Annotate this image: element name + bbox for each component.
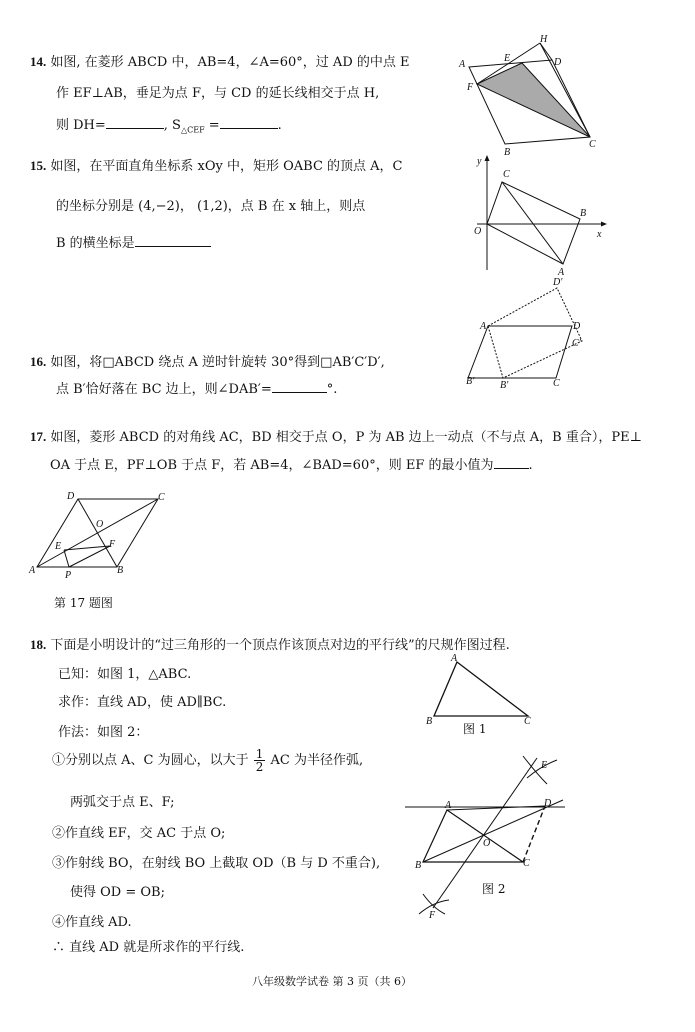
q17-figure	[25, 487, 175, 580]
q18-figure-1	[420, 652, 535, 727]
q17-label-B: B	[117, 565, 124, 576]
q18-known: 已知：如图 1，△ABC.	[58, 667, 192, 682]
q17-label-P: P	[65, 570, 72, 581]
q18-fraction	[254, 748, 266, 773]
q18-seek: 求作：直线 AD，使 AD∥BC.	[58, 695, 227, 710]
q14-label-A: A	[459, 59, 466, 70]
q17-blank[interactable]	[494, 456, 529, 469]
q16-text-1: 如图，将□ABCD 绕点 A 逆时针旋转 30°得到□AB′C′D′,	[50, 355, 385, 370]
q15-number: 15.	[30, 158, 47, 173]
q14-s-sub: △CEF	[180, 125, 205, 135]
q18-step1-c: 两弧交于点 E、F;	[70, 795, 175, 810]
q18-frac-num: 1	[255, 747, 264, 761]
q15-figure	[465, 152, 615, 277]
q17-line2	[50, 454, 533, 473]
q17-text-2: OA 于点 E，PF⊥OB 于点 F，若 AB=4，∠BAD=60°，则 EF 的最小值为	[50, 458, 494, 473]
q18-intro-line	[30, 634, 510, 653]
q14-blank-area[interactable]	[220, 116, 278, 129]
q16-figure	[460, 274, 600, 392]
q14-text-1: 如图, 在菱形 ABCD 中，AB=4，∠A=60°，过 AD 的中点 E	[50, 55, 410, 70]
q15-line1	[30, 155, 403, 174]
q14-eq: =	[204, 118, 220, 133]
q17-label-C: C	[158, 492, 165, 503]
q16-label-Bprime: B′	[500, 380, 509, 391]
q16-label-C: C	[553, 378, 560, 389]
q18-step1-b: AC 为半径作弧,	[270, 753, 364, 768]
q14-s-label: , S	[163, 118, 181, 133]
q15-line2: 的坐标分别是 (4,−2)， (1,2)，点 B 在 x 轴上，则点	[56, 199, 366, 214]
q14-dh-label: 则 DH=	[56, 118, 106, 133]
q17-label-F: F	[109, 539, 116, 550]
q14-label-D: D	[554, 57, 562, 68]
q18-fig2-label-E: E	[541, 760, 548, 771]
q18-conclusion: ∴ 直线 AD 就是所求作的平行线.	[52, 940, 245, 955]
q16-rotated-parallelogram	[488, 288, 582, 378]
q18-fig1-label-C: C	[524, 716, 531, 727]
q18-step4: ④作直线 AD.	[52, 915, 132, 930]
q17-number: 17.	[30, 429, 47, 444]
q14-label-F: F	[467, 82, 474, 93]
q16-parallelogram	[468, 326, 572, 378]
q18-fig2-label-D: D	[544, 798, 552, 809]
q14-shaded-triangle	[477, 63, 590, 137]
q16-text-2: 点 B′恰好落在 BC 边上，则∠DAB′=	[56, 382, 272, 397]
q17-label-E: E	[55, 541, 62, 552]
q14-number: 14.	[30, 54, 47, 69]
q16-line2	[56, 378, 337, 397]
q18-fig2-label-C: C	[523, 858, 530, 869]
q15-label-B: B	[580, 208, 587, 219]
q16-label-Dprime: D′	[553, 277, 563, 288]
q15-text-1: 如图，在平面直角坐标系 xOy 中，矩形 OABC 的顶点 A，C	[50, 159, 403, 174]
q18-number: 18.	[30, 637, 47, 652]
q18-step2: ②作直线 EF，交 AC 于点 O;	[52, 826, 226, 841]
q15-text-3: B 的横坐标是	[56, 236, 135, 251]
q18-fig2-label-O: O	[483, 838, 491, 849]
q15-line3	[56, 232, 211, 251]
q16-label-Cprime: C′	[572, 338, 581, 349]
q18-fig2-ray-bo	[423, 800, 563, 862]
q18-step3: ③作射线 BO，在射线 BO 上截取 OD（B 与 D 不重合),	[52, 856, 381, 871]
q14-label-E: E	[504, 53, 511, 64]
q15-label-A: A	[558, 267, 565, 278]
q18-method: 作法：如图 2：	[58, 725, 149, 740]
q14-line1	[30, 51, 410, 70]
q15-x-arrow	[601, 222, 607, 227]
q16-blank[interactable]	[272, 380, 327, 393]
q18-frac-den: 2	[255, 760, 264, 774]
q18-step1	[52, 748, 363, 773]
q15-rectangle	[487, 182, 580, 264]
q17-line1	[30, 426, 642, 445]
q15-label-x: x	[597, 229, 602, 240]
q17-end: .	[528, 458, 533, 473]
q16-label-A: A	[480, 321, 487, 332]
q18-fig1-label-A: A	[451, 653, 458, 664]
q14-line2: 作 EF⊥AB，垂足为点 F，与 CD 的延长线相交于点 H,	[56, 86, 380, 101]
q18-fig2-label-F: F	[429, 910, 436, 921]
q14-label-C: C	[589, 139, 596, 150]
q16-label-D: D	[573, 321, 581, 332]
q14-label-B: B	[504, 147, 511, 158]
q17-diagonal-bd	[78, 499, 117, 567]
q15-diagonal	[502, 182, 563, 264]
q18-step1-a: ①分别以点 A、C 为圆心，以大于	[52, 753, 249, 768]
q15-blank[interactable]	[135, 234, 211, 247]
q15-label-y: y	[477, 156, 482, 167]
q18-fig1-caption: 图 1	[463, 722, 487, 736]
q17-pe	[64, 550, 69, 567]
q18-fig2-label-B: B	[415, 860, 422, 871]
q15-label-C: C	[503, 169, 510, 180]
q14-blank-dh[interactable]	[106, 116, 164, 129]
q16-number: 16.	[30, 354, 47, 369]
q17-text-1: 如图，菱形 ABCD 的对角线 AC，BD 相交于点 O，P 为 AB 边上一动点（不与点 A，B 重合），PE⊥	[50, 430, 642, 445]
q18-fig2-dashed-cd	[523, 806, 545, 862]
q18-fig1-label-B: B	[426, 716, 433, 727]
q16-label-B-left: B′	[466, 376, 475, 387]
page-footer: 八年级数学试卷 第 3 页（共 6）	[252, 975, 412, 988]
q14-figure	[455, 32, 605, 158]
q14-end: .	[277, 118, 282, 133]
q17-caption: 第 17 题图	[54, 596, 113, 610]
q16-line1	[30, 351, 385, 370]
q18-fig1-triangle	[434, 662, 528, 716]
q17-label-D: D	[67, 491, 75, 502]
q18-fig2-label-A: A	[445, 800, 452, 811]
q18-intro: 下面是小明设计的“过三角形的一个顶点作该顶点对边的平行线”的尺规作图过程.	[50, 638, 510, 653]
q14-line3	[56, 114, 282, 135]
q17-label-O: O	[96, 519, 104, 530]
q18-step3-b: 使得 OD = OB;	[70, 885, 165, 900]
q18-fig2-caption: 图 2	[482, 882, 506, 896]
q14-label-H: H	[540, 34, 548, 45]
q15-label-O: O	[474, 226, 482, 237]
q17-label-A: A	[29, 565, 36, 576]
q15-y-arrow	[485, 155, 490, 161]
q16-end: °.	[326, 382, 338, 397]
q18-fig2-triangle	[423, 810, 523, 862]
